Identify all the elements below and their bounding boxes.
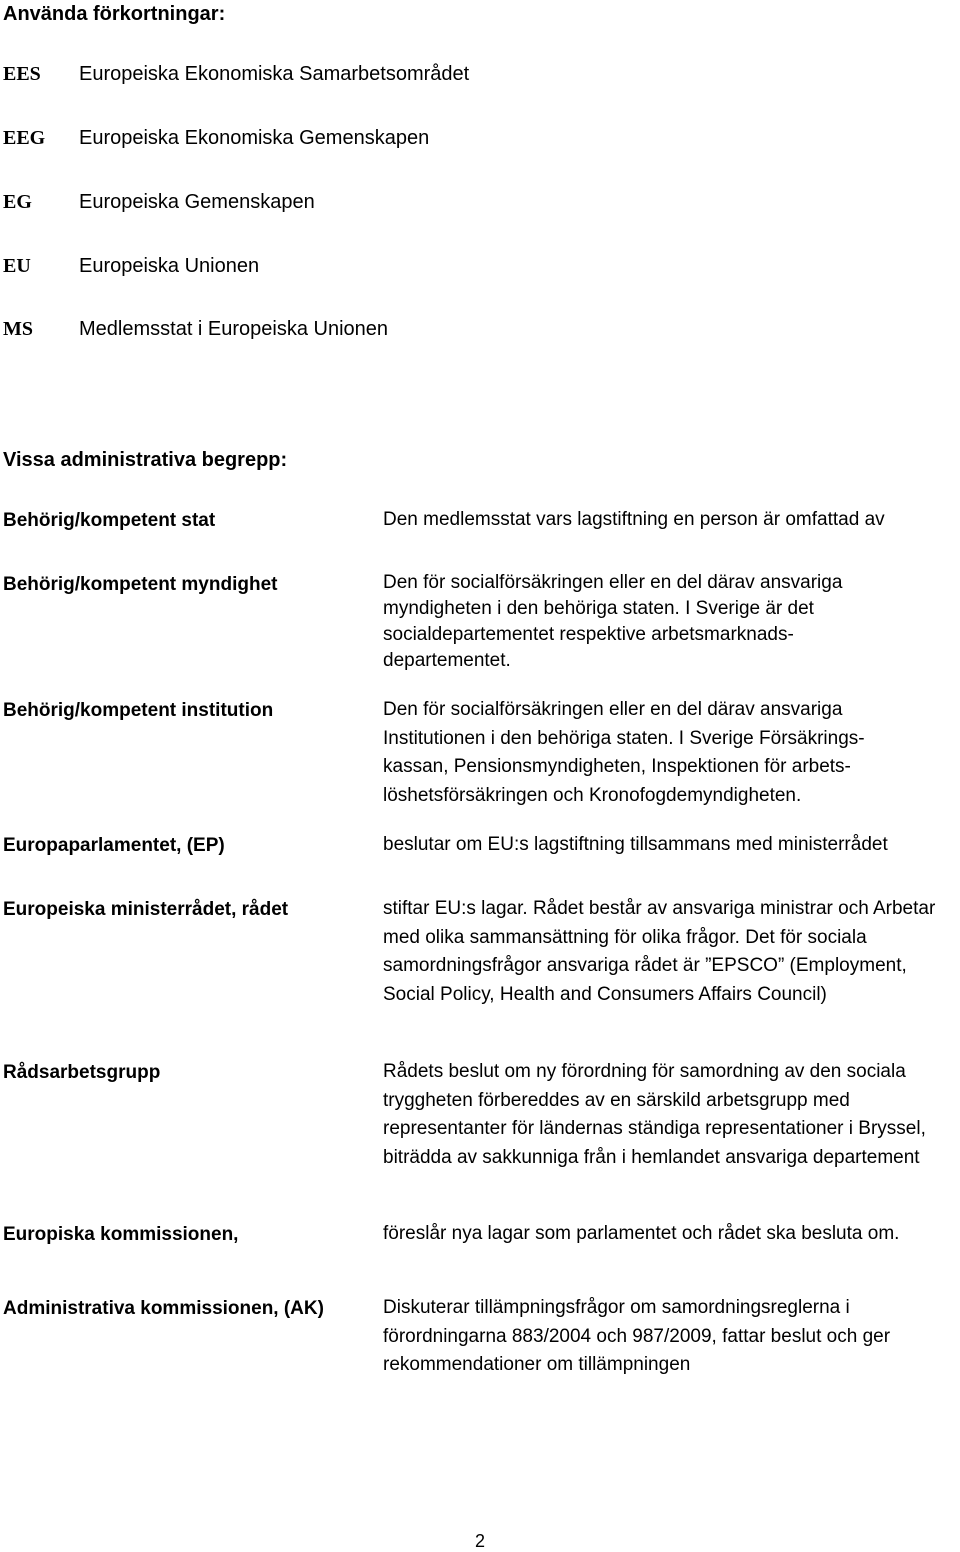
concept-description: Den för socialförsäkringen eller en del därav ansvariga myndigheten i den behöriga staten. I Sverige är det socialdepartementet respektive arbetsmarknads-departementet.: [383, 572, 843, 671]
concept-description: Rådets beslut om ny förordning för samordning av den sociala tryggheten förbereddes av en särskild arbetsgrupp med representanter för ländernas ständiga representationer i Bryssel, biträdda av sakkunniga från i hemlandet ansvariga departement: [383, 1061, 926, 1168]
abbreviation-definition: Europeiska Ekonomiska Samarbetsområdet: [79, 63, 470, 85]
concept-description: beslutar om EU:s lagstiftning tillsammans med ministerrådet: [383, 834, 888, 855]
concept-term: Europaparlamentet, (EP): [3, 835, 225, 856]
concept-description: föreslår nya lagar som parlamentet och rådet ska besluta om.: [383, 1223, 900, 1244]
concept-term: Behörig/kompetent myndighet: [3, 574, 278, 595]
abbreviation-definition: Medlemsstat i Europeiska Unionen: [79, 318, 389, 340]
concept-term: Administrativa kommissionen, (AK): [3, 1298, 324, 1319]
concept-description: stiftar EU:s lagar. Rådet består av ansvariga ministrar och Arbetar med olika sammansättning för olika frågor. Det för sociala samordningsfrågor ansvariga rådet är ”EPSCO” (Employment, Social Policy, Health and Consumers Affairs Council): [383, 898, 936, 1005]
abbreviation-code: MS: [3, 318, 33, 340]
concept-term: Europeiska ministerrådet, rådet: [3, 899, 289, 920]
abbreviation-code: EG: [3, 191, 32, 213]
abbreviations-heading: Använda förkortningar:: [3, 3, 226, 25]
page-number: 2: [474, 1531, 485, 1551]
concept-term: Rådsarbetsgrupp: [3, 1062, 161, 1083]
concept-description: Den för socialförsäkringen eller en del därav ansvariga Institutionen i den behöriga staten. I Sverige Försäkrings-kassan, Pensionsmyndigheten, Inspektionen för arbets-löshetsförsäkringen och Kronofogdemyndigheten.: [383, 699, 865, 806]
concept-description: Diskuterar tillämpningsfrågor om samordningsreglerna i förordningarna 883/2004 och 987/2009, fattar beslut och ger rekommendationer om tillämpningen: [383, 1297, 891, 1375]
abbreviation-definition: Europeiska Ekonomiska Gemenskapen: [79, 127, 430, 149]
abbreviation-definition: Europeiska Unionen: [79, 255, 260, 277]
abbreviation-code: EEG: [3, 127, 46, 149]
concept-term: Behörig/kompetent institution: [3, 700, 274, 721]
concepts-heading: Vissa administrativa begrepp:: [3, 449, 288, 471]
abbreviation-definition: Europeiska Gemenskapen: [79, 191, 315, 213]
abbreviation-code: EU: [3, 255, 31, 277]
concept-term: Europiska kommissionen,: [3, 1224, 239, 1245]
concept-description: Den medlemsstat vars lagstiftning en person är omfattad av: [383, 509, 885, 530]
abbreviation-code: EES: [3, 63, 41, 85]
concept-term: Behörig/kompetent stat: [3, 510, 216, 531]
